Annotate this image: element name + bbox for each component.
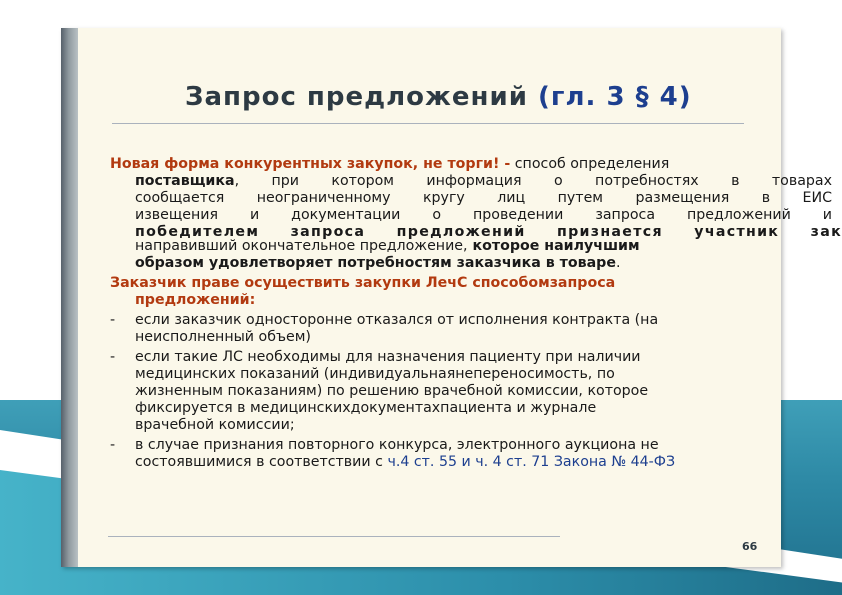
- list-line: медицинских показаний (индивидуальнаянепереносимость, по: [135, 366, 615, 382]
- paragraph-line: [110, 255, 842, 272]
- paragraph-line: победителем запроса предложений признается участник зак: [135, 224, 842, 240]
- list-line: если такие ЛС необходимы для назначения пациенту при наличии: [135, 349, 641, 365]
- slide-title: [185, 82, 765, 112]
- list-item: [110, 312, 842, 346]
- list-line: врачебной комиссии;: [135, 417, 295, 433]
- law-reference-text: ч.4 ст. 55 и ч. 4 ст. 71 Закона № 44-ФЗ: [387, 454, 676, 470]
- list-line: если заказчик односторонне отказался от исполнения контракта (на: [135, 312, 659, 328]
- list-item: [110, 349, 842, 434]
- plain-text: , при котором информация о потребностях в товарах: [234, 173, 832, 189]
- page-number: 66: [742, 540, 758, 553]
- list-line: неисполненный объем): [135, 329, 311, 345]
- highlight-red-text: Новая форма конкурентных закупок, не торги! -: [110, 156, 511, 172]
- paragraph-customer-right: [110, 275, 842, 309]
- list-item-text: [135, 312, 842, 346]
- paragraph-line: [110, 173, 832, 190]
- slide-body: [110, 156, 842, 471]
- paragraph-line: предложений:: [135, 292, 256, 308]
- list-dash: -: [110, 312, 116, 328]
- list-line: жизненным показаниям) по решению врачебной комиссии, которое: [135, 383, 649, 399]
- footer-rule: [108, 536, 560, 537]
- title-main: Запрос предложений: [185, 82, 528, 112]
- list-item-text: [135, 437, 842, 471]
- paragraph-line: [110, 156, 842, 173]
- paragraph-new-form: [110, 156, 842, 272]
- bold-text: которое наилучшим: [467, 238, 640, 254]
- paragraph-line: Заказчик праве осуществить закупки ЛечС способомзапроса: [110, 275, 616, 291]
- bold-text: образом удовлетворяет потребностям заказчика в товаре: [135, 255, 616, 271]
- list-line: в случае признания повторного конкурса, электронного аукциона не: [135, 437, 659, 453]
- plain-text: направивший окончательное предложение,: [135, 238, 468, 254]
- slide-left-edge: [61, 28, 78, 567]
- list-line: [135, 454, 842, 471]
- list-dash: -: [110, 437, 116, 453]
- plain-text: способ определения: [510, 156, 670, 172]
- bold-text: поставщика: [135, 173, 235, 189]
- title-chapter-ref: (гл. 3 § 4): [538, 82, 692, 112]
- title-underline: [112, 123, 744, 124]
- list-item-text: [135, 349, 842, 434]
- list-dash: -: [110, 349, 116, 365]
- list-line: фиксируется в медицинскихдокументахпациента и журнале: [135, 400, 597, 416]
- plain-text: .: [615, 255, 621, 271]
- list-item: [110, 437, 842, 471]
- paragraph-line: извещения и документации о проведении запроса предложений и: [135, 207, 832, 223]
- plain-text: состоявшимися в соответствии с: [135, 454, 388, 470]
- paragraph-line: сообщается неограниченному кругу лиц путем размещения в ЕИС: [135, 190, 832, 206]
